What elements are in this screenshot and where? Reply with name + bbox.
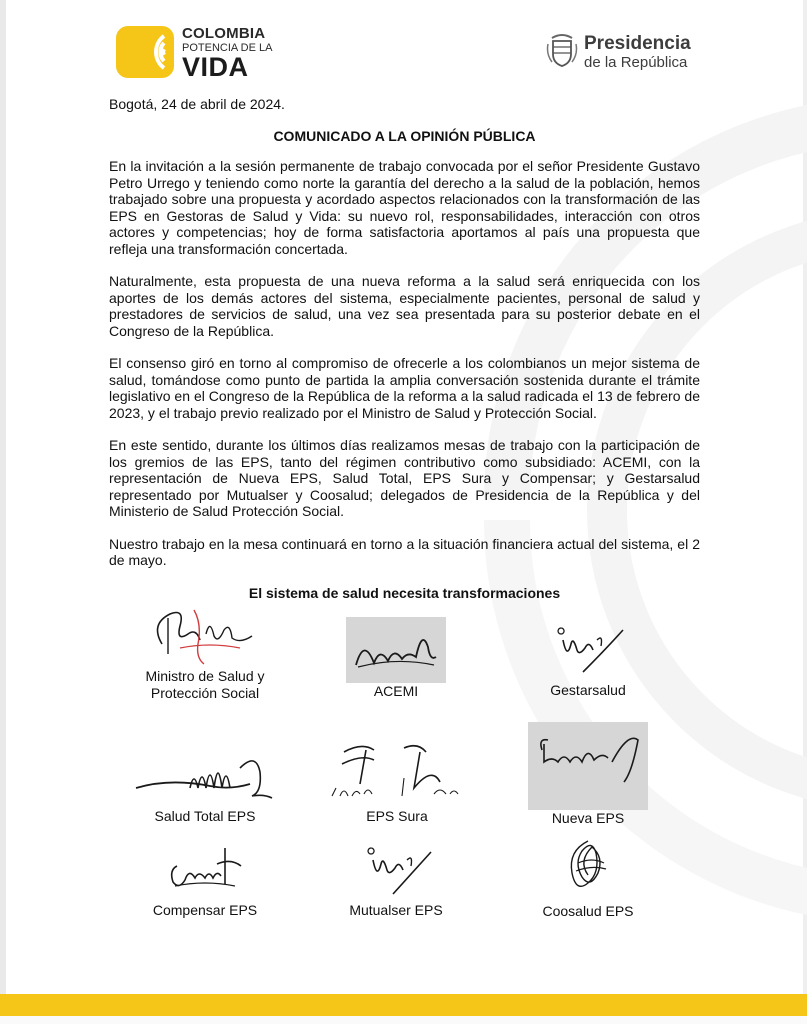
logo-colombia-text: COLOMBIA xyxy=(182,25,266,42)
logo-potencia-text: POTENCIA DE LA xyxy=(182,42,273,54)
signature-block-coosalud xyxy=(518,833,658,920)
paragraph-4: En este sentido, durante los últimos días realizamos mesas de trabajo con la participación de los gremios de las EPS, tanto del régimen contributivo como subsidiado: ACEMI, con la representación de Nueva EPS, Salud Total, EPS Sura y Compensar; y Gestarsalud representado por Mutualser y Coosalud; delegados de Presidencia de la República y del Ministerio de Salud Protección Social. xyxy=(109,437,700,519)
page-edge-left xyxy=(0,0,6,1024)
signature-label-coosalud: Coosalud EPS xyxy=(542,903,634,919)
signature-salud-total-icon xyxy=(130,748,280,808)
letter-body xyxy=(109,96,700,601)
letter-date: Bogotá, 24 de abril de 2024. xyxy=(109,96,285,112)
signature-block-salud-total xyxy=(125,748,285,825)
signature-label-compensar: Compensar EPS xyxy=(152,902,258,918)
signature-block-ministro xyxy=(125,604,285,702)
signature-ministro-icon xyxy=(140,604,270,668)
paragraph-2: Naturalmente, esta propuesta de una nueva reforma a la salud será enriquecida con los aportes de los demás actores del sistema, especialmente pacientes, personal de salud y prestadores de servicios de salud, una vez sea presentada para su posterior debate en el Congreso de la República. xyxy=(109,273,700,339)
signature-block-gestarsalud xyxy=(518,620,658,699)
coat-of-arms-icon xyxy=(546,32,578,68)
signature-label-ministro-2: Protección Social xyxy=(150,685,260,701)
presidencia-logo xyxy=(546,32,706,76)
paragraph-3: El consenso giró en torno al compromiso de ofrecerle a los colombianos un mejor sistema de salud, tomándose como punto de partida la amplia conversación sostenida durante el trámite legislativo en el Congreso de la República de la reforma a la salud radicada el 13 de febrero de 2023, y el trabajo previo realizado por el Ministro de Salud y Protección Social. xyxy=(109,355,700,421)
paragraph-5: Nuestro trabajo en la mesa continuará en torno a la situación financiera actual del sistema, el 2 de mayo. xyxy=(109,535,700,568)
signature-mutualser-icon xyxy=(351,842,441,902)
signature-acemi-icon xyxy=(346,617,446,683)
signature-label-gestarsalud: Gestarsalud xyxy=(550,682,626,698)
signature-block-mutualser xyxy=(326,842,466,919)
signature-block-acemi xyxy=(326,617,466,700)
signature-label-nueva-eps: Nueva EPS xyxy=(551,810,625,826)
colombia-logo-mark-icon xyxy=(116,26,176,78)
footer-strip xyxy=(0,1016,807,1024)
signature-label-acemi: ACEMI xyxy=(373,683,419,699)
signature-eps-sura-icon xyxy=(322,738,472,808)
signature-block-compensar xyxy=(125,840,285,919)
signature-label-mutualser: Mutualser EPS xyxy=(349,902,443,918)
signature-gestarsalud-icon xyxy=(543,620,633,682)
signature-nueva-eps-icon xyxy=(528,722,648,810)
de-la-republica-text: de la República xyxy=(584,54,688,71)
colombia-potencia-logo xyxy=(116,24,276,82)
paragraph-1: En la invitación a la sesión permanente de trabajo convocada por el señor Presidente Gustavo Petro Urrego y teniendo como norte la garantía del derecho a la salud de la población, hemos trabajado sobre una propuesta y acordado aspectos relacionados con la transformación de las EPS en Gestoras de Salud y Vida: su nuevo rol, responsabilidades, interacción con otros actores y competencias; hoy de forma satisfactoria aportamos al país una propuesta que refleja una transformación concertada. xyxy=(109,158,700,257)
letterhead xyxy=(0,0,807,95)
signatures-heading: El sistema de salud necesita transformaciones xyxy=(248,584,561,601)
signature-label-eps-sura: EPS Sura xyxy=(366,808,428,824)
signature-coosalud-icon xyxy=(548,833,628,903)
logo-vida-text: VIDA xyxy=(182,52,249,82)
signature-label-ministro-1: Ministro de Salud y xyxy=(145,668,265,684)
document-title: COMUNICADO A LA OPINIÓN PÚBLICA xyxy=(273,127,536,144)
footer-yellow-bar xyxy=(0,994,807,1016)
signature-label-salud-total: Salud Total EPS xyxy=(154,808,256,824)
presidencia-text: Presidencia xyxy=(584,33,691,54)
signature-compensar-icon xyxy=(155,840,255,902)
signature-block-nueva-eps xyxy=(522,722,654,827)
signature-block-eps-sura xyxy=(322,738,472,825)
